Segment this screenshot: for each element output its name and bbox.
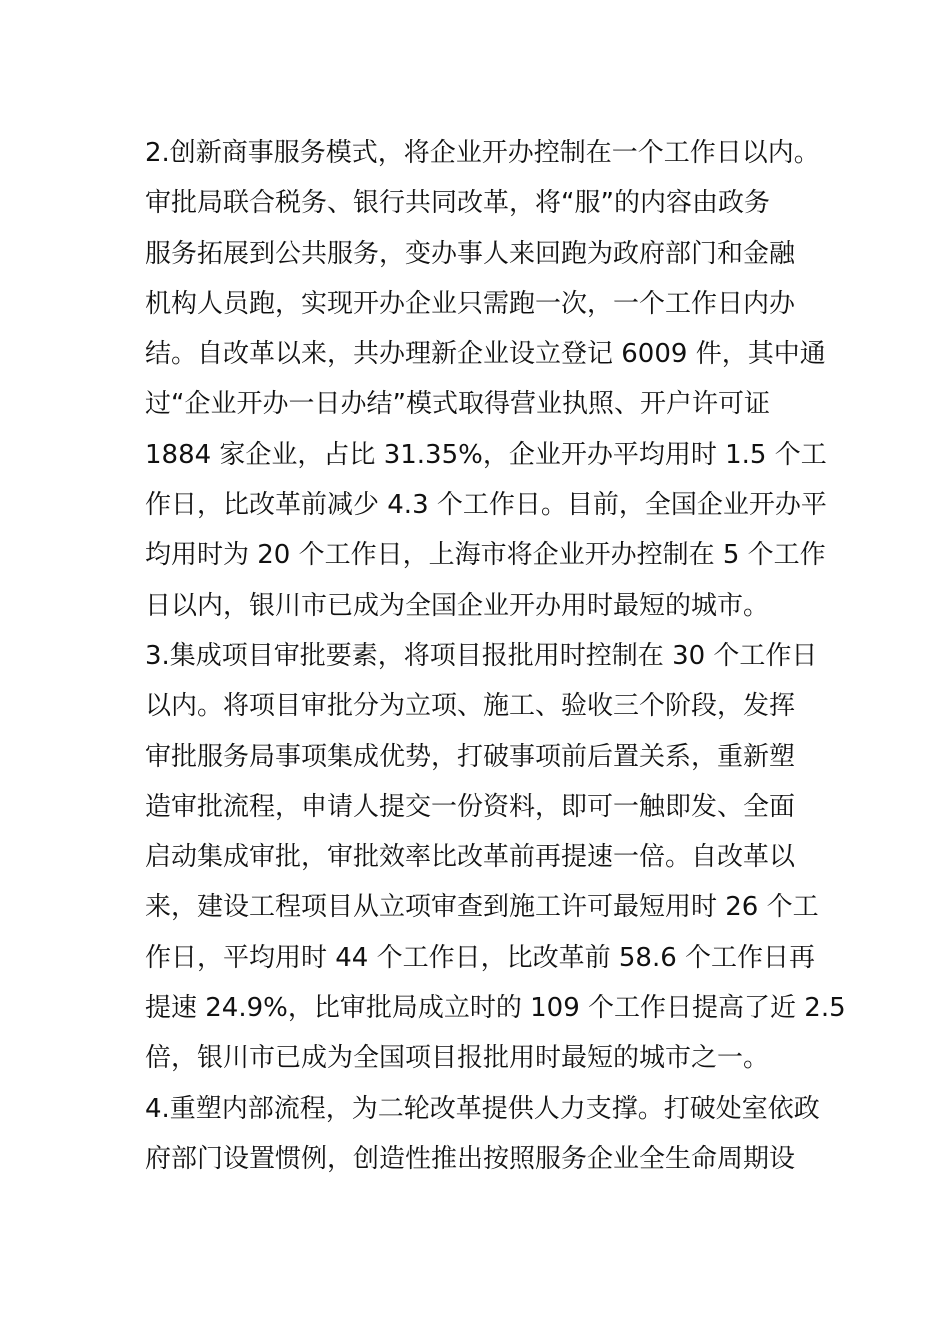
text-line: 启动集成审批，审批效率比改革前再提速一倍。自改革以 [145,842,796,873]
text-line: 审批局联合税务、银行共同改革，将“服”的内容由政务 [145,188,770,219]
text-line: 日以内，银川市已成为全国企业开办用时最短的城市。 [145,590,770,621]
text-line: 造审批流程，申请人提交一份资料，即可一触即发、全面 [145,791,796,822]
text-line: 作日，平均用时 44 个工作日，比改革前 58.6 个工作日再 [145,942,816,973]
text-line: 1884 家企业，占比 31.35%，企业开办平均用时 1.5 个工 [145,439,827,470]
text-line: 来，建设工程项目从立项审查到施工许可最短用时 26 个工 [145,892,819,923]
text-line: 3.集成项目审批要素，将项目报批用时控制在 30 个工作日 [145,640,818,671]
text-line: 机构人员跑，实现开办企业只需跑一次，一个工作日内办 [145,288,796,319]
text-line: 服务拓展到公共服务，变办事人来回跑为政府部门和金融 [145,238,796,269]
text-line: 均用时为 20 个工作日，上海市将企业开办控制在 5 个工作 [145,540,826,571]
text-line: 审批服务局事项集成优势，打破事项前后置关系，重新塑 [145,741,796,772]
text-line: 结。自改革以来，共办理新企业设立登记 6009 件，其中通 [145,339,826,370]
text-line: 2.创新商事服务模式，将企业开办控制在一个工作日以内。 [145,138,820,168]
text-line: 4.重塑内部流程，为二轮改革提供人力支撑。打破处室依政 [145,1093,820,1124]
text-line: 倍，银川市已成为全国项目报批用时最短的城市之一。 [145,1043,770,1074]
text-line: 府部门设置惯例，创造性推出按照服务企业全生命周期设 [145,1143,796,1174]
text-line: 以内。将项目审批分为立项、施工、验收三个阶段，发挥 [145,691,796,722]
document-body [145,128,846,1184]
text-line: 过“企业开办一日办结”模式取得营业执照、开户许可证 [145,389,770,420]
text-line: 作日，比改革前减少 4.3 个工作日。目前，全国企业开办平 [145,490,827,521]
text-line: 提速 24.9%，比审批局成立时的 109 个工作日提高了近 2.5 [145,993,846,1024]
